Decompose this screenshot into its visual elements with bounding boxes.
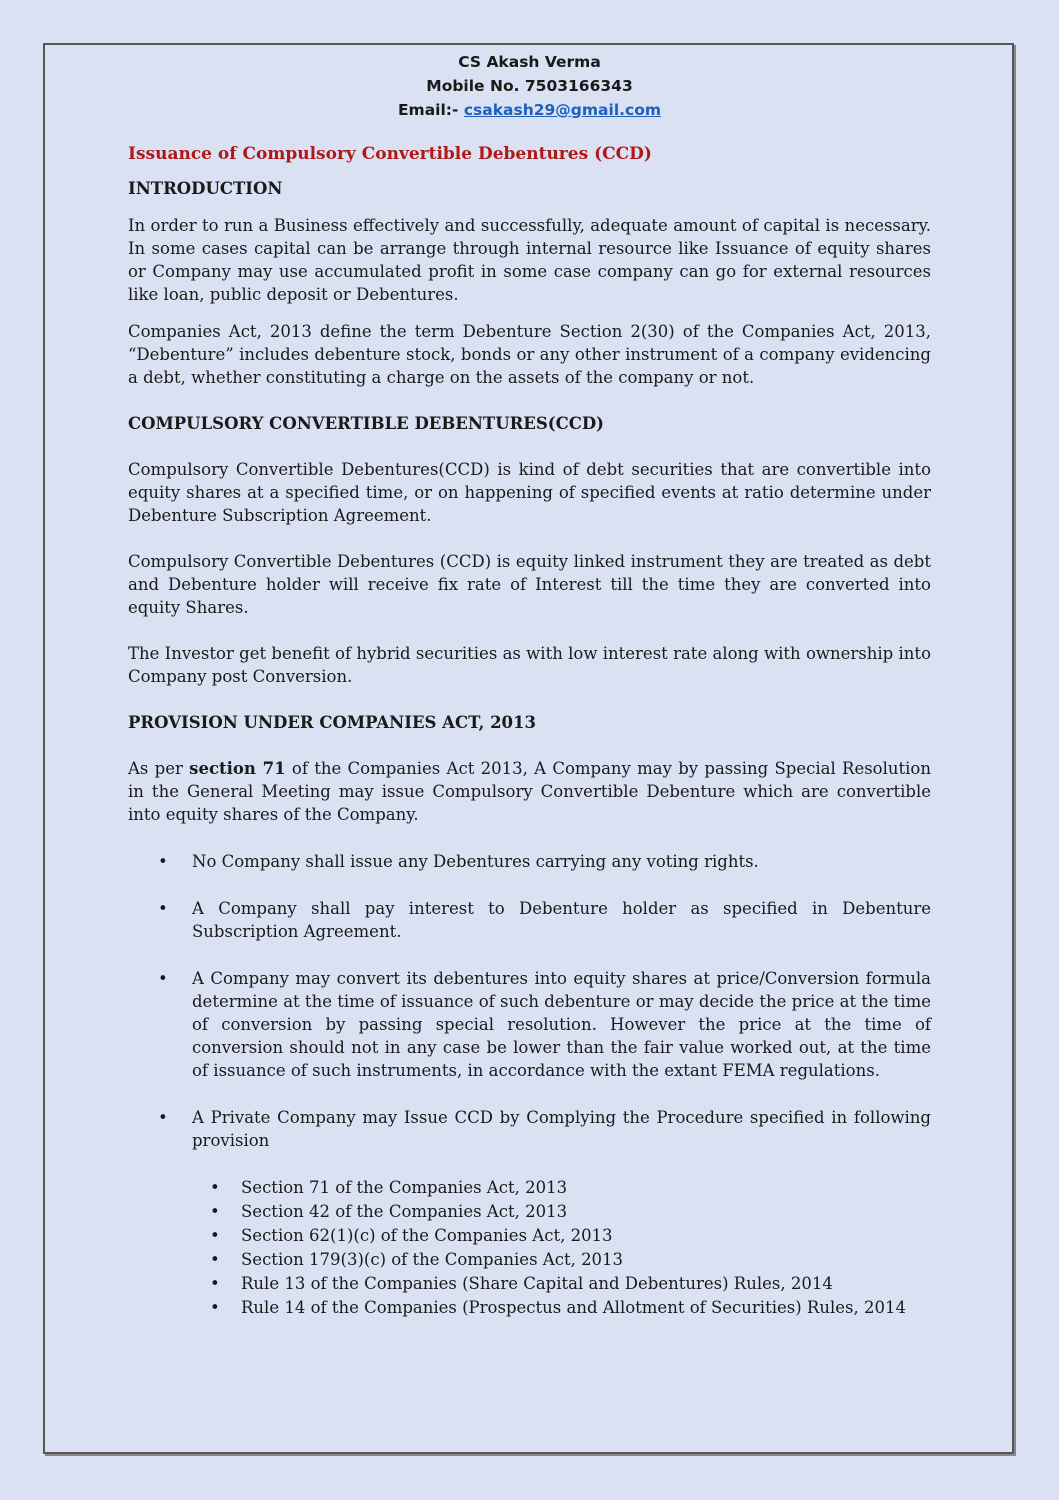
ccd-paragraph-2: Compulsory Convertible Debentures (CCD) is equity linked instrument they are treated as debt and Debenture holder will receive fix rate of Interest till the time they are converted into equity Shares. [128, 552, 931, 617]
introduction-heading: INTRODUCTION [128, 179, 283, 198]
bullet-icon: • [210, 1226, 220, 1245]
document-body [128, 143, 931, 1320]
intro-paragraph-1: In order to run a Business effectively and successfully, adequate amount of capital is necessary. In some cases capital can be arrange through internal resource like Issuance of equity shares or Company may use accumulated profit in some case company can go for external resources like loan, public deposit or Debentures. [128, 216, 931, 304]
sub-list-item-text: Section 179(3)(c) of the Companies Act, 2013 [241, 1250, 624, 1269]
author-mobile: Mobile No. 7503166343 [426, 77, 633, 95]
ccd-paragraph-3: The Investor get benefit of hybrid securities as with low interest rate along with ownership into Company post Conversion. [128, 644, 931, 686]
bullet-icon: • [210, 1298, 220, 1317]
provision-sub-list [128, 1176, 931, 1320]
sub-list-item [128, 1248, 931, 1272]
sub-list-item [128, 1296, 931, 1320]
ccd-heading: COMPULSORY CONVERTIBLE DEBENTURES(CCD) [128, 414, 604, 433]
bullet-icon: • [158, 969, 168, 988]
bullet-icon: • [158, 852, 168, 871]
bullet-icon: • [158, 1108, 168, 1127]
provision-intro [128, 757, 931, 826]
provision-intro-pre: As per [128, 759, 190, 778]
list-item-text: A Company shall pay interest to Debenture holder as specified in Debenture Subscription Agreement. [192, 899, 931, 941]
provision-heading: PROVISION UNDER COMPANIES ACT, 2013 [128, 713, 536, 732]
sub-list-item [128, 1200, 931, 1224]
bullet-icon: • [158, 899, 168, 918]
sub-list-item-text: Rule 13 of the Companies (Share Capital and Debentures) Rules, 2014 [241, 1274, 833, 1293]
bullet-icon: • [210, 1178, 220, 1197]
list-item [128, 1106, 931, 1152]
bullet-icon: • [210, 1202, 220, 1221]
bullet-icon: • [210, 1274, 220, 1293]
email-label: Email:- [397, 101, 464, 119]
intro-paragraph-2: Companies Act, 2013 define the term Debenture Section 2(30) of the Companies Act, 2013, “Debenture” includes debenture stock, bonds or any other instrument of a company evidencing a debt, whether constituting a charge on the assets of the company or not. [128, 322, 931, 387]
list-item [128, 897, 931, 943]
list-item-text: A Company may convert its debentures into equity shares at price/Conversion formula determine at the time of issuance of such debenture or may decide the price at the time of conversion by passing special resolution. However the price at the time of conversion should not in any case be lower than the fair value worked out, at the time of issuance of such instruments, in accordance with the extant FEMA regulations. [192, 969, 931, 1080]
sub-list-item-text: Section 42 of the Companies Act, 2013 [241, 1202, 568, 1221]
ccd-paragraph-1: Compulsory Convertible Debentures(CCD) is kind of debt securities that are convertible into equity shares at a specified time, or on happening of specified events at ratio determine under Debenture Subscription Agreement. [128, 460, 931, 525]
document-title: Issuance of Compulsory Convertible Debentures (CCD) [128, 144, 652, 164]
sub-list-item-text: Section 71 of the Companies Act, 2013 [241, 1178, 568, 1197]
author-email-line [0, 98, 1059, 122]
sub-list-item-text: Rule 14 of the Companies (Prospectus and Allotment of Securities) Rules, 2014 [241, 1298, 906, 1317]
provision-intro-post: of the Companies Act 2013, A Company may by passing Special Resolution in the General Meeting may issue Compulsory Convertible Debenture which are convertible into equity shares of the Company. [128, 759, 931, 824]
sub-list-item [128, 1224, 931, 1248]
sub-list-item-text: Section 62(1)(c) of the Companies Act, 2013 [241, 1226, 613, 1245]
list-item [128, 967, 931, 1082]
sub-list-item [128, 1272, 931, 1296]
sub-list-item [128, 1176, 931, 1200]
bullet-icon: • [210, 1250, 220, 1269]
author-header [0, 50, 1059, 122]
list-item-text: A Private Company may Issue CCD by Complying the Procedure specified in following provision [192, 1108, 931, 1150]
list-item-text: No Company shall issue any Debentures carrying any voting rights. [192, 852, 759, 871]
provision-intro-bold: section 71 [189, 759, 286, 778]
list-item [128, 850, 931, 873]
email-link[interactable]: csakash29@gmail.com [463, 101, 662, 119]
provision-bullet-list [128, 850, 931, 1152]
author-name: CS Akash Verma [458, 53, 601, 71]
